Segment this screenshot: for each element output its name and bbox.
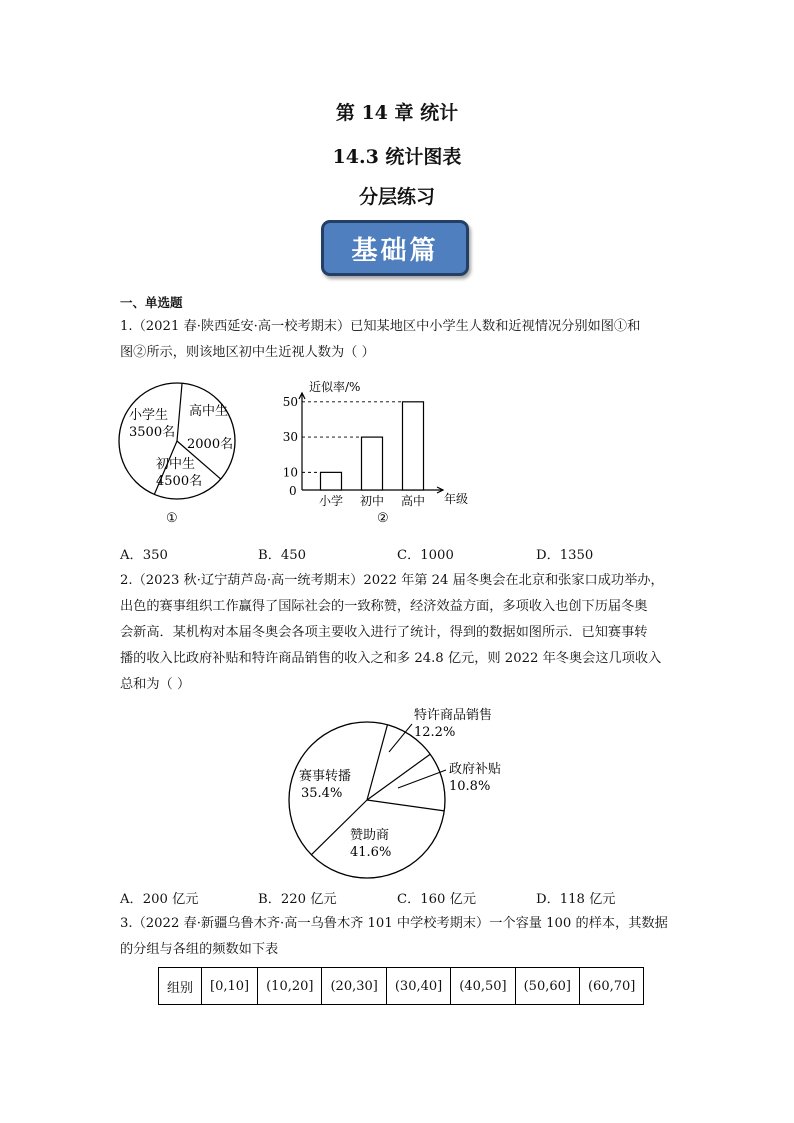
question-1-figures [115, 375, 495, 530]
y-tick-label: 30 [282, 430, 298, 445]
question-1-line: 1.（2021 春·陕西延安·高一校考期末）已知某地区中小学生人数和近视情况分别如图①和 [120, 319, 641, 334]
option-c[interactable]: C．160 亿元 [397, 892, 477, 907]
frequency-table [158, 967, 644, 1005]
revenue-pie-slice-1 [367, 800, 444, 811]
pie-value: 35.4% [301, 786, 343, 801]
pie-value: 2000名 [187, 437, 234, 452]
figure-caption: ① [166, 511, 178, 526]
axis-origin: 0 [289, 484, 297, 498]
level-badge: 基础篇 [321, 220, 469, 276]
question-2-line: 2.（2023 秋·辽宁葫芦岛·高一统考期末）2022 年第 24 届冬奥会在北京和张家口成功举办， [120, 573, 664, 588]
y-tick-label: 10 [282, 465, 298, 480]
option-d[interactable]: D．1350 [536, 548, 594, 563]
pie-value: 41.6% [350, 845, 392, 860]
pie-label: 赞助商 [350, 828, 390, 843]
table-header-cell: 组别 [159, 968, 202, 1005]
question-2-line: 总和为（ ） [120, 677, 191, 692]
table-row [159, 968, 644, 1005]
myopia-bar-chart [283, 393, 443, 508]
revenue-pie-slice-2 [367, 754, 430, 800]
question-2 [120, 568, 680, 698]
section-title: 14.3 统计图表 [332, 146, 462, 168]
y-tick-label: 50 [282, 394, 298, 409]
revenue-pie-slice-3 [367, 725, 387, 800]
table-header-cell: (40,50] [451, 968, 515, 1005]
pie-label: 初中生 [156, 457, 196, 472]
question-3-line: 3.（2022 春·新疆乌鲁木齐·高一乌鲁木齐 101 中学校考期末）一个容量 100 的样本，其数据 [120, 916, 668, 931]
question-2-line: 会新高．某机构对本届冬奥会各项主要收入进行了统计，得到的数据如图所示．已知赛事转 [120, 625, 648, 640]
option-a[interactable]: A．350 [120, 548, 168, 563]
bar-初中 [362, 437, 383, 490]
student-pie-slice-1 [177, 383, 182, 441]
bar-高中 [403, 402, 424, 490]
option-b[interactable]: B．450 [258, 548, 307, 563]
pie-value: 12.2% [414, 725, 456, 740]
table-header-cell: (30,40] [386, 968, 450, 1005]
option-d[interactable]: D．118 亿元 [536, 892, 616, 907]
chapter-title: 第 14 章 统计 [335, 102, 459, 124]
pie-value: 10.8% [449, 779, 491, 794]
question-3 [120, 911, 680, 963]
x-axis-label: 年级 [444, 492, 469, 506]
pie-label: 政府补贴 [449, 762, 502, 777]
table-header-cell: [0,10] [202, 968, 258, 1005]
pie-value: 4500名 [156, 474, 203, 489]
question-3-line: 的分组与各组的频数如下表 [120, 942, 279, 957]
question-2-line: 出色的赛事组织工作赢得了国际社会的一致称赞，经济效益方面，多项收入也创下历届冬奥 [120, 599, 648, 614]
section-heading: 一、单选题 [120, 295, 183, 310]
bar-小学 [321, 472, 342, 490]
page-subtitle: 分层练习 [358, 186, 435, 208]
table-header-cell: (10,20] [258, 968, 322, 1005]
table-header-cell: (60,70] [579, 968, 643, 1005]
pie-label: 赛事转播 [299, 769, 352, 784]
pie-label: 特许商品销售 [414, 708, 493, 723]
question-2-figure [280, 700, 520, 880]
table-header-cell: (20,30] [322, 968, 386, 1005]
option-c[interactable]: C．1000 [397, 548, 454, 563]
leader-line [389, 724, 412, 752]
question-1 [120, 314, 680, 366]
option-b[interactable]: B．220 亿元 [258, 892, 337, 907]
pie-label: 小学生 [129, 408, 169, 423]
option-a[interactable]: A．200 亿元 [120, 892, 199, 907]
x-tick-label: 高中 [400, 494, 426, 508]
x-tick-label: 小学 [318, 494, 344, 508]
table-header-cell: (50,60] [515, 968, 579, 1005]
question-1-line: 图②所示，则该地区初中生近视人数为（ ） [120, 345, 375, 360]
pie-value: 3500名 [129, 425, 176, 440]
pie-label: 高中生 [189, 404, 229, 419]
y-axis-label: 近似率/% [309, 380, 361, 394]
question-2-line: 播的收入比政府补贴和特许商品销售的收入之和多 24.8 亿元，则 2022 年冬奥会这几项收入 [120, 651, 662, 666]
figure-caption: ② [377, 511, 389, 526]
x-tick-label: 初中 [359, 494, 385, 508]
